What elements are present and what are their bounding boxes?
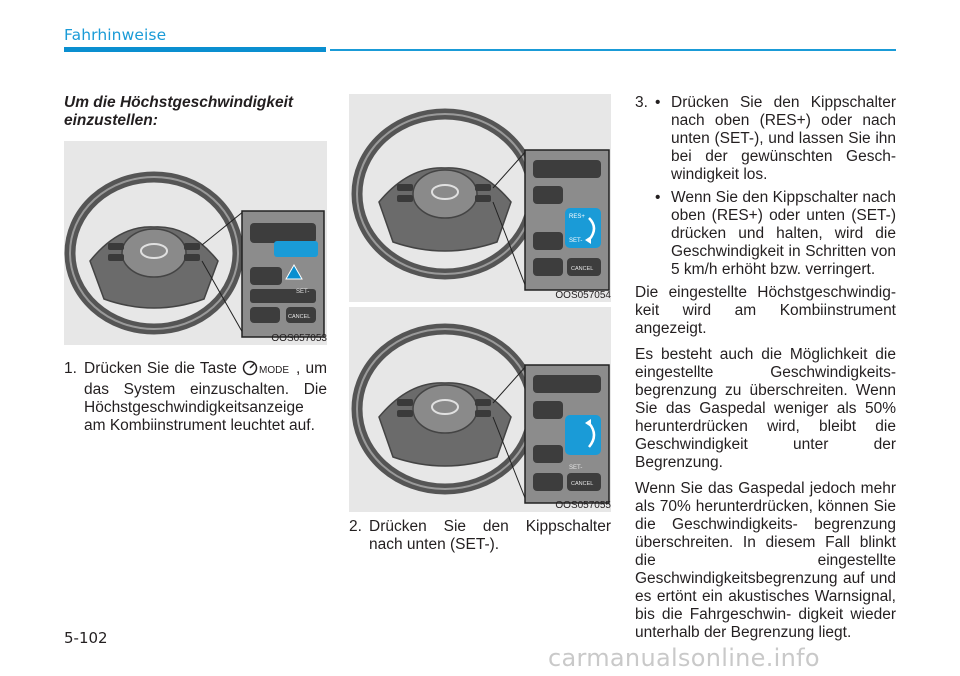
paragraph: Die eingestellte Höchstgeschwindig- keit wird am Kombiinstrument angezeigt. (635, 284, 896, 337)
step-number: 3. (635, 94, 648, 111)
figure-code: OOS057054 (555, 290, 611, 301)
detail-callout (242, 211, 324, 337)
cancel-label: CANCEL (288, 314, 311, 320)
set-label: SET- (569, 465, 583, 471)
figure-code: OOS057055 (555, 500, 611, 511)
bullet-dot: • (655, 94, 661, 111)
watermark: carmanualsonline.info (548, 644, 820, 672)
header-rule (330, 49, 896, 51)
step-text: Drücken Sie den Kippschalter nach unten (SET-). (369, 518, 611, 553)
figure-steering-set (349, 94, 611, 302)
step-number: 2. (349, 518, 362, 535)
mode-label: MODE (259, 365, 290, 376)
step-1 (64, 360, 327, 435)
section-title: Fahrhinweise (64, 26, 167, 44)
cancel-label: CANCEL (571, 481, 594, 487)
paragraph: Es besteht auch die Möglichkeit die eingestellte Geschwindigkeits- begrenzung zu überschreiten. Wenn Sie das Gaspedal weniger als 50% herunterdrücken wird, bleibt die Geschwindigkeit unter der Begrenzung. (635, 346, 896, 471)
bullet-text: Wenn Sie den Kippschalter nach oben (RES+) oder unten (SET-) drücken und halten, wird die Geschwindigkeit in Schritten von 5 km/h erhöht bzw. verringert. (671, 189, 896, 278)
set-label: SET- (569, 238, 583, 244)
step-2 (349, 518, 611, 554)
res-label: RES+ (569, 214, 585, 220)
bullet-text: Drücken Sie den Kippschalter nach oben (RES+) oder nach unten (SET-), und lassen Sie ihn bei der gewünschten Gesch- windigkeit los. (671, 94, 896, 183)
steering-wheel-illustration (349, 307, 611, 512)
paragraph: Wenn Sie das Gaspedal jedoch mehr als 70% herunterdrücken, können Sie die Geschwindigkeits- begrenzung überschreiten. In diesem Fall blinkt die eingestellte Geschwindigkeitsbegrenzung auf und es ertönt ein akustisches Warnsignal, bis die Fahrgeschwin- digkeit wieder unterhalb der Begrenzung liegt. (635, 480, 896, 641)
steering-wheel (357, 114, 533, 290)
steering-wheel (357, 329, 533, 503)
detail-callout (525, 365, 609, 503)
drive-mode-icon (242, 360, 296, 381)
bullet-dot: • (655, 189, 661, 206)
step-number: 1. (64, 360, 77, 377)
page-number: 5-102 (64, 629, 108, 647)
detail-callout (525, 150, 609, 290)
figure-code: OOS057053 (271, 333, 327, 344)
section-heading: Um die Höchstgeschwindigkeit einzustellen: (64, 94, 294, 129)
steering-wheel-illustration (349, 94, 611, 302)
figure-steering-mode (64, 141, 327, 345)
steering-wheel-illustration (64, 141, 327, 345)
step-text-start: Drücken Sie die Taste (84, 360, 237, 377)
cancel-label: CANCEL (571, 266, 594, 272)
step-text-end: , um das System einzuschalten. Die Höchstgeschwindigkeitsanzeige am Kombiinstrument leuchtet auf. (84, 360, 327, 434)
right-column-text (635, 94, 896, 650)
set-label: SET- (296, 289, 310, 295)
figure-steering-res (349, 307, 611, 512)
header-rule-accent (64, 47, 326, 52)
steering-wheel (70, 177, 244, 335)
